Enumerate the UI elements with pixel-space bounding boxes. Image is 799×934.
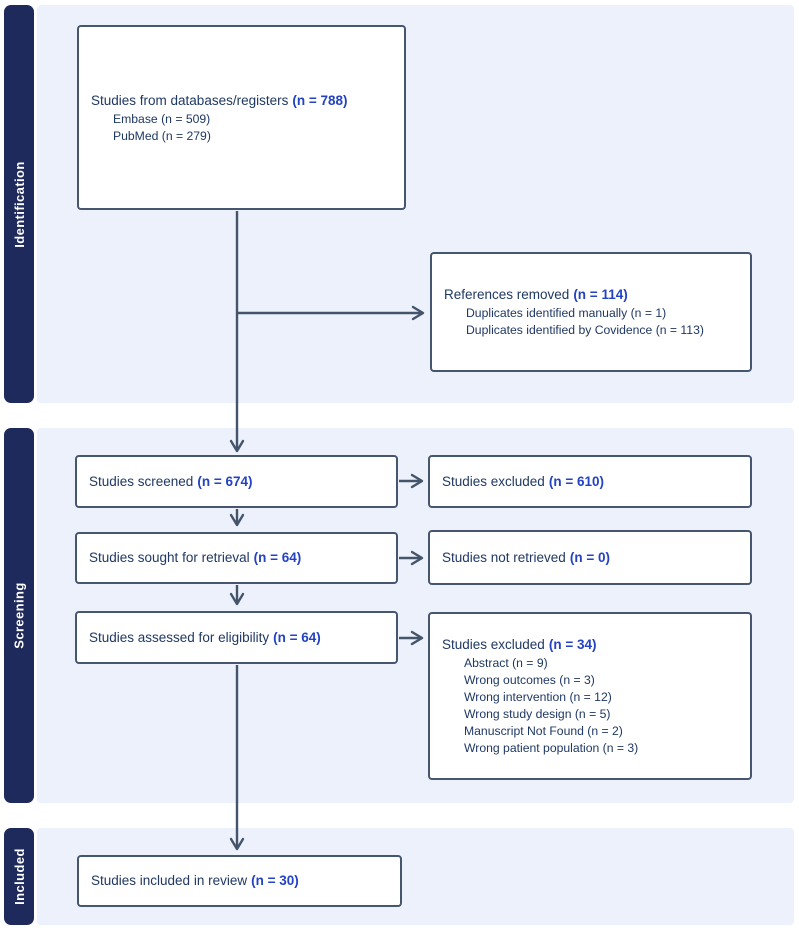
box-label: References removed: [444, 287, 570, 302]
box-label: Studies from databases/registers: [91, 92, 289, 108]
box-studies-assessed-eligibility: [75, 611, 398, 664]
box-studies-sought-retrieval: [75, 532, 398, 584]
box-title: [442, 635, 744, 655]
box-studies-screened: [75, 455, 398, 508]
box-label: Studies included in review: [91, 873, 248, 888]
box-studies-excluded-eligibility: [428, 612, 752, 780]
box-studies-from-databases: [77, 25, 406, 210]
box-detail-item: Embase (n = 509): [113, 111, 211, 126]
box-detail-item: Wrong intervention (n = 12): [464, 690, 612, 704]
box-detail-item: Wrong patient population (n = 3): [464, 741, 639, 755]
identification-section-tab: [4, 5, 34, 403]
box-count: (n = 610): [548, 473, 604, 489]
box-studies-excluded-screening: [428, 455, 752, 508]
box-studies-included-review: [77, 855, 402, 907]
box-title: [91, 871, 394, 891]
box-detail-item: Wrong study design (n = 5): [464, 707, 611, 721]
box-count: (n = 34): [548, 637, 597, 652]
box-title: [444, 285, 744, 305]
box-detail-item: Manuscript Not Found (n = 2): [464, 724, 623, 738]
box-detail-item: Wrong outcomes (n = 3): [464, 673, 595, 687]
box-detail-item: Abstract (n = 9): [464, 656, 548, 670]
included-section-tab: [4, 828, 34, 925]
box-label: Studies excluded: [442, 637, 545, 652]
box-label: Studies screened: [89, 473, 194, 489]
box-references-removed: [430, 252, 752, 372]
box-count: (n = 0): [569, 549, 610, 565]
box-title: [442, 472, 744, 492]
box-label: Studies assessed for eligibility: [89, 629, 270, 645]
screening-section-tab: [4, 428, 34, 803]
box-count: (n = 674): [197, 473, 253, 489]
box-studies-not-retrieved: [428, 530, 752, 585]
box-count: (n = 30): [251, 873, 299, 888]
box-title: [89, 628, 390, 648]
screening-section-label: Screening: [11, 582, 27, 649]
box-count: (n = 64): [253, 550, 302, 565]
box-count: (n = 64): [273, 629, 321, 645]
box-detail-item: Duplicates identified manually (n = 1): [466, 306, 667, 320]
included-section-label: Included: [11, 848, 27, 905]
box-title: [89, 472, 390, 492]
box-title: [442, 548, 744, 568]
identification-section-label: Identification: [11, 160, 27, 248]
box-count: (n = 788): [292, 92, 348, 108]
box-label: Studies sought for retrieval: [89, 550, 250, 565]
box-title: [91, 91, 398, 111]
box-count: (n = 114): [573, 287, 628, 302]
box-label: Studies excluded: [442, 473, 545, 489]
box-label: Studies not retrieved: [442, 549, 566, 565]
box-detail-item: PubMed (n = 279): [113, 128, 211, 143]
box-title: [89, 548, 390, 568]
box-detail-item: Duplicates identified by Covidence (n = 113): [466, 323, 704, 337]
